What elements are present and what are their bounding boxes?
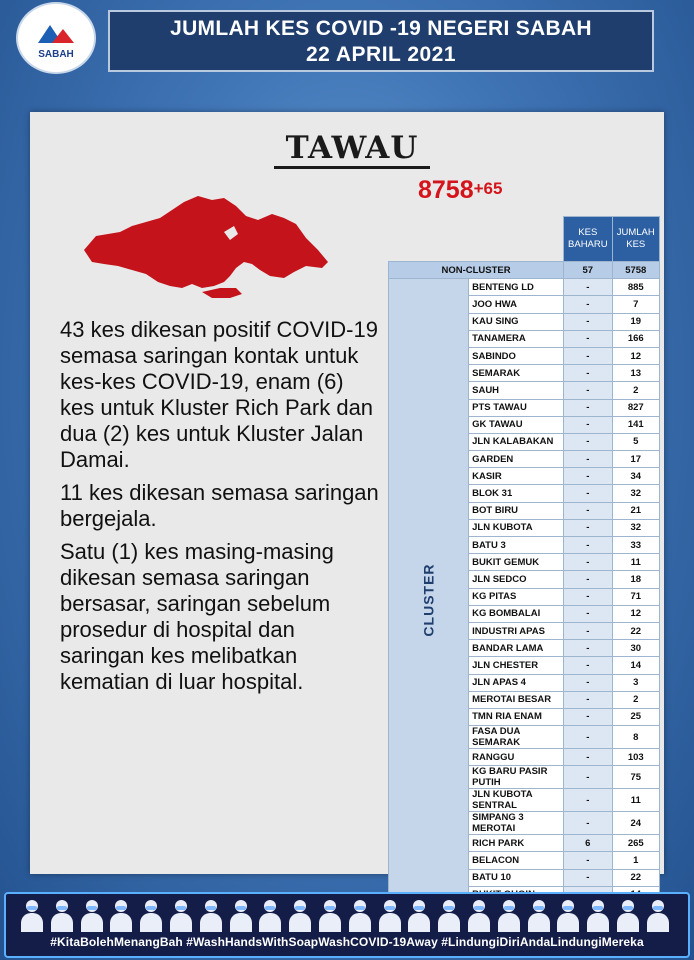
cell-total: 885 [612,279,659,296]
non-cluster-total: 5758 [612,262,659,279]
person-icon [407,898,431,932]
person-icon [229,898,253,932]
cell-new: - [564,537,612,554]
cell-total: 34 [612,468,659,485]
cell-total: 827 [612,399,659,416]
cell-total: 11 [612,554,659,571]
cell-total: 22 [612,869,659,886]
cell-new: - [564,869,612,886]
cell-total: 14 [612,657,659,674]
total-cases [418,176,502,205]
description-text [60,317,380,702]
cell-total: 8 [612,726,659,749]
cell-name: JLN KUBOTA [469,519,564,536]
cell-name: MEROTAI BESAR [469,691,564,708]
cell-total: 7 [612,296,659,313]
cell-total: 12 [612,605,659,622]
cell-name: INDUSTRI APAS [469,622,564,639]
person-icon [318,898,342,932]
paragraph: 11 kes dikesan semasa saringan bergejala. [60,480,379,531]
cell-new: - [564,657,612,674]
cell-name: BATU 10 [469,869,564,886]
logo-text: SABAH [38,48,74,60]
cell-total: 32 [612,519,659,536]
table-header-row [389,217,660,262]
sabah-logo [18,4,94,72]
cell-name: BATU 3 [469,537,564,554]
cell-new: - [564,588,612,605]
cell-total: 3 [612,674,659,691]
person-icon [199,898,223,932]
cell-new: - [564,502,612,519]
non-cluster-label: NON-CLUSTER [389,262,564,279]
cluster-label [389,279,469,921]
col-header-total: JUMLAH KES [612,217,659,262]
person-icon [20,898,44,932]
non-cluster-new: 57 [564,262,612,279]
district-underline [274,166,430,169]
cell-total: 17 [612,451,659,468]
cell-new: - [564,749,612,766]
cell-new: - [564,365,612,382]
total-cumulative: 8758 [418,176,474,204]
cluster-label-text: CLUSTER [420,563,437,637]
cell-total: 2 [612,691,659,708]
non-cluster-row [389,262,660,279]
cell-new: - [564,812,612,835]
cell-name: BOT BIRU [469,502,564,519]
cell-new: - [564,571,612,588]
cell-total: 5 [612,433,659,450]
cluster-table [388,216,660,921]
cell-new: - [564,789,612,812]
cell-new: - [564,347,612,364]
footer-banner [4,892,690,958]
cell-total: 2 [612,382,659,399]
person-icon [437,898,461,932]
cell-total: 13 [612,365,659,382]
person-icon [80,898,104,932]
header-title: JUMLAH KES COVID -19 NEGERI SABAH [170,17,592,40]
cell-new: - [564,313,612,330]
tawau-map-icon [74,192,334,302]
cell-new: - [564,708,612,725]
cell-new: - [564,468,612,485]
cell-new: - [564,382,612,399]
cell-name: SAUH [469,382,564,399]
cell-name: KAU SING [469,313,564,330]
person-icon [109,898,133,932]
cell-total: 265 [612,835,659,852]
cell-name: KASIR [469,468,564,485]
cell-name: BELACON [469,852,564,869]
cell-new: - [564,279,612,296]
cell-new: - [564,852,612,869]
paragraph: Satu (1) kes masing-masing dikesan semasa saringan bersasar, saringan sebelum prosedur di hospital dan saringan kes melibatkan kematian di luar hospital. [60,539,334,694]
cell-name: SIMPANG 3 MEROTAI [469,812,564,835]
cell-new: - [564,296,612,313]
cell-name: FASA DUA SEMARAK [469,726,564,749]
col-header-new: KES BAHARU [564,217,612,262]
cell-total: 18 [612,571,659,588]
cell-name: PTS TAWAU [469,399,564,416]
cell-name: BANDAR LAMA [469,640,564,657]
cell-new: 6 [564,835,612,852]
person-icon [616,898,640,932]
cell-name: JLN APAS 4 [469,674,564,691]
table-row [389,279,660,296]
person-icon [50,898,74,932]
cell-total: 141 [612,416,659,433]
cell-name: KG PITAS [469,588,564,605]
district-title: TAWAU [285,130,419,166]
cell-name: KG BOMBALAI [469,605,564,622]
hashtags: #KitaBolehMenangBah #WashHandsWithSoapWashCOVID-19Away #LindungiDiriAndaLindungiMereka [50,935,644,949]
content-panel [30,112,664,884]
person-icon [497,898,521,932]
cell-name: JLN KALABAKAN [469,433,564,450]
cell-total: 1 [612,852,659,869]
person-icon [169,898,193,932]
cell-total: 21 [612,502,659,519]
cell-name: KG BARU PASIR PUTIH [469,766,564,789]
cell-new: - [564,330,612,347]
cell-total: 11 [612,789,659,812]
cell-name: TMN RIA ENAM [469,708,564,725]
cell-total: 32 [612,485,659,502]
cell-name: BUKIT GEMUK [469,554,564,571]
cell-total: 24 [612,812,659,835]
cell-name: JOO HWA [469,296,564,313]
cell-new: - [564,640,612,657]
cell-name: JLN SEDCO [469,571,564,588]
frontliner-people-icon [20,898,670,932]
person-icon [348,898,372,932]
cell-new: - [564,451,612,468]
cell-new: - [564,433,612,450]
cell-new: - [564,766,612,789]
cell-total: 22 [612,622,659,639]
cell-new: - [564,674,612,691]
cell-new: - [564,554,612,571]
person-icon [378,898,402,932]
cell-name: GARDEN [469,451,564,468]
paragraph: 43 kes dikesan positif COVID-19 semasa saringan kontak untuk kes-kes COVID-19, enam (6) kes untuk Kluster Rich Park dan dua (2) kes untuk Kluster Jalan Damai. [60,317,378,472]
total-new: +65 [473,179,503,198]
person-icon [467,898,491,932]
cell-total: 19 [612,313,659,330]
cell-new: - [564,485,612,502]
cell-total: 33 [612,537,659,554]
person-icon [527,898,551,932]
cell-new: - [564,622,612,639]
cell-total: 166 [612,330,659,347]
cell-new: - [564,416,612,433]
person-icon [556,898,580,932]
cell-new: - [564,399,612,416]
cell-name: RANGGU [469,749,564,766]
cell-new: - [564,519,612,536]
cell-name: SABINDO [469,347,564,364]
sabah-logo-icon [34,23,78,47]
cell-name: BENTENG LD [469,279,564,296]
cell-total: 75 [612,766,659,789]
cell-total: 25 [612,708,659,725]
cell-name: JLN CHESTER [469,657,564,674]
cell-name: GK TAWAU [469,416,564,433]
cell-name: JLN KUBOTA SENTRAL [469,789,564,812]
page-header [108,10,654,72]
cell-name: RICH PARK [469,835,564,852]
header-date: 22 APRIL 2021 [305,43,457,66]
cell-total: 103 [612,749,659,766]
cell-name: SEMARAK [469,365,564,382]
person-icon [586,898,610,932]
cell-total: 30 [612,640,659,657]
person-icon [646,898,670,932]
cell-new: - [564,691,612,708]
cell-name: TANAMERA [469,330,564,347]
cell-total: 71 [612,588,659,605]
cell-total: 12 [612,347,659,364]
cell-name: BLOK 31 [469,485,564,502]
cell-new: - [564,605,612,622]
person-icon [258,898,282,932]
person-icon [288,898,312,932]
person-icon [139,898,163,932]
cell-new: - [564,726,612,749]
